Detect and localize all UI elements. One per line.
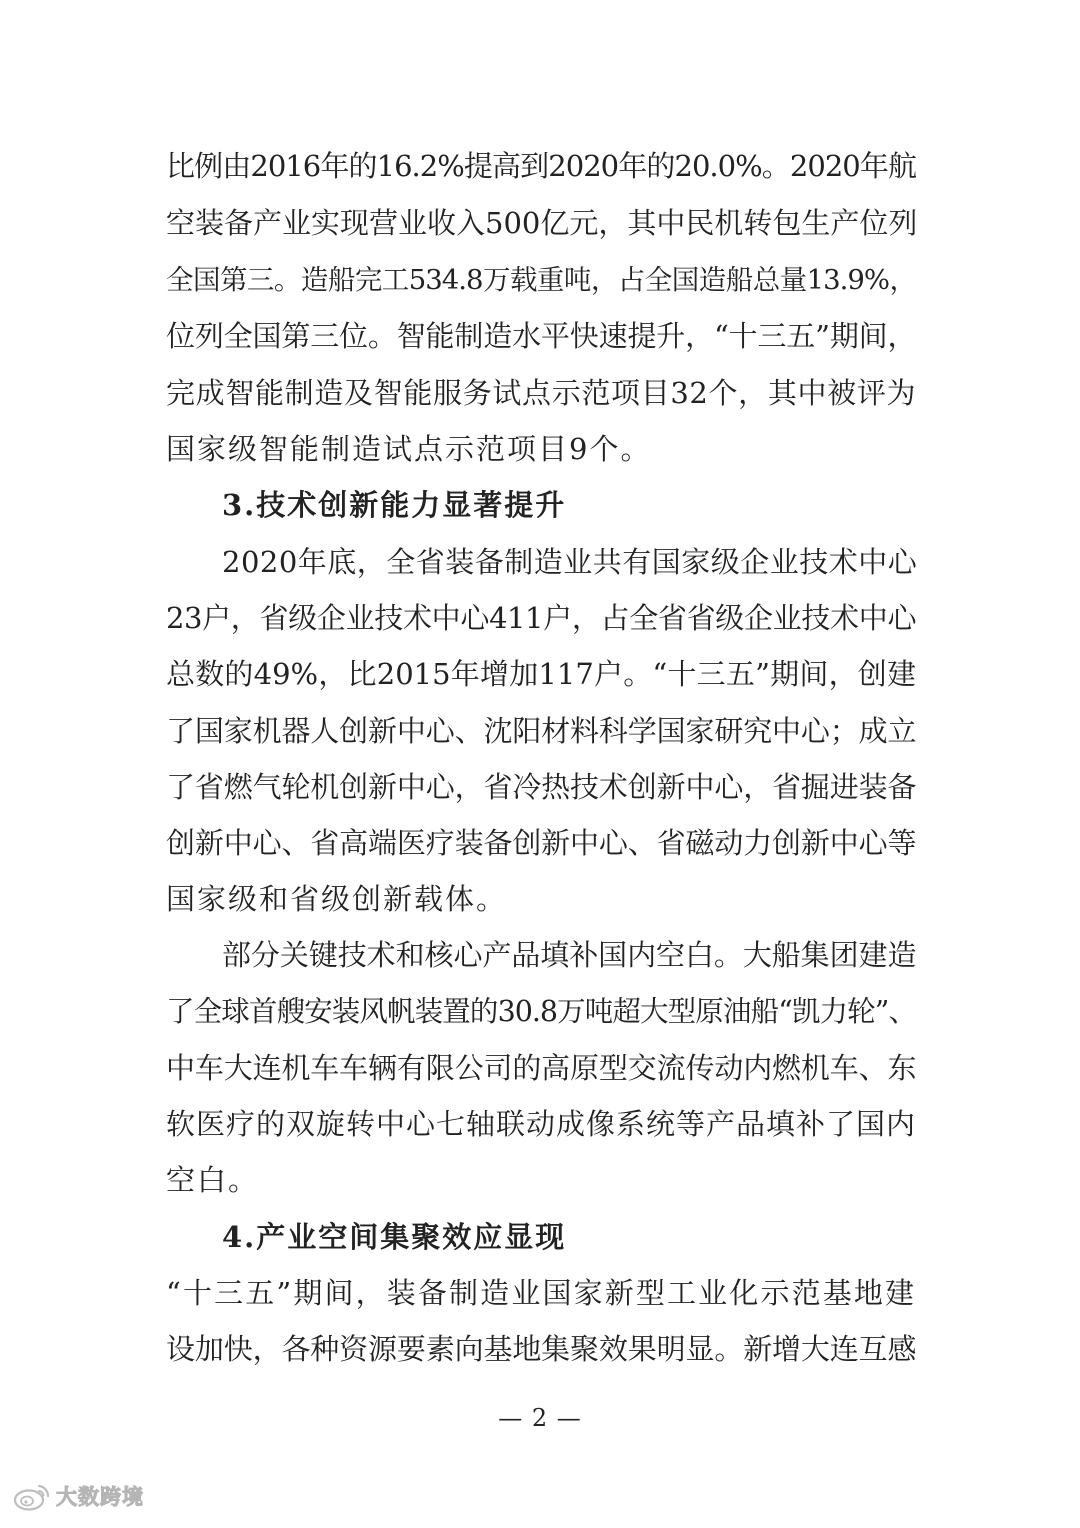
paragraph-line: 2020年底，全省装备制造业共有国家级企业技术中心 (222, 545, 918, 579)
paragraph-line: 23户，省级企业技术中心411户，占全省省级企业技术中心 (166, 601, 916, 635)
paragraph-line: 全国第三。造船完工534.8万载重吨，占全国造船总量13.9%， (166, 264, 916, 296)
paragraph-line: 空装备产业实现营业收入500亿元，其中民机转包生产位列 (166, 206, 918, 240)
section-heading: 4.产业空间集聚效应显现 (222, 1220, 567, 1254)
section-heading: 3.技术创新能力显著提升 (222, 488, 567, 522)
paragraph-line: 了省燃气轮机创新中心，省冷热技术创新中心，省掘进装备 (166, 770, 916, 804)
paragraph-line: “十三五”期间，装备制造业国家新型工业化示范基地建 (166, 1276, 916, 1310)
paragraph-line: 部分关键技术和核心产品填补国内空白。大船集团建造 (222, 938, 916, 972)
page-number: — 2 — (498, 1404, 582, 1432)
paragraph-line: 设加快，各种资源要素向基地集聚效果明显。新增大连互感 (166, 1332, 916, 1366)
paragraph-line: 创新中心、省高端医疗装备创新中心、省磁动力创新中心等 (166, 826, 916, 860)
paragraph-line: 完成智能制造及智能服务试点示范项目32个，其中被评为 (166, 376, 916, 410)
paragraph-line: 国家级智能制造试点示范项目9个。 (166, 432, 652, 466)
paragraph-line: 了国家机器人创新中心、沈阳材料科学国家研究中心；成立 (166, 714, 916, 748)
paragraph-line: 了全球首艘安装风帆装置的30.8万吨超大型原油船“凯力轮”、 (166, 995, 916, 1028)
watermark-text: 大数跨境 (56, 1485, 144, 1509)
paragraph-line: 位列全国第三位。智能制造水平快速提升，“十三五”期间， (166, 319, 916, 353)
watermark (12, 1478, 144, 1514)
paragraph-line: 空白。 (166, 1163, 260, 1197)
paragraph-line: 中车大连机车车辆有限公司的高原型交流传动内燃机车、东 (166, 1051, 916, 1085)
paragraph-line: 软医疗的双旋转中心七轴联动成像系统等产品填补了国内 (166, 1107, 917, 1141)
weibo-logo-icon (12, 1480, 52, 1512)
paragraph-line: 国家级和省级创新载体。 (166, 882, 508, 916)
paragraph-line: 总数的49%，比2015年增加117户。“十三五”期间，创建 (166, 657, 916, 691)
paragraph-line: 比例由2016年的16.2%提高到2020年的20.0%。2020年航 (166, 149, 916, 183)
